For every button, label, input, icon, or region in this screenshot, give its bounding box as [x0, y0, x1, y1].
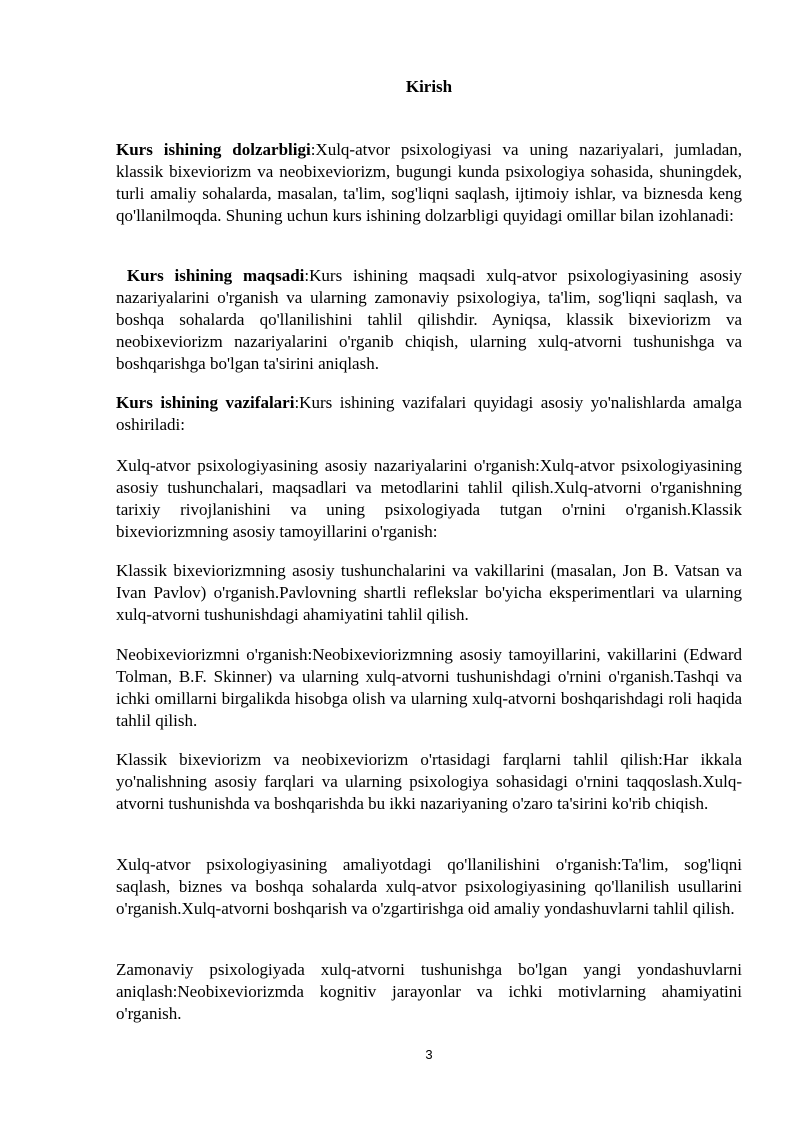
paragraph-task-classic: [116, 560, 742, 626]
paragraph-text: :Kurs ishining maqsadi xulq-atvor psixologiyasining asosiy nazariyalarini o'rganish va ularning zamonaviy psixologiya, ta'lim, sog'liqni saqlash, va boshqa sohalarda qo'llanilishini tahlil qilishdir. Ayniqsa, klassik bixeviorizm va neobixeviorizm nazariyalarini o'rganib chiqish, ularning xulq-atvorni tushunishga va boshqarishga bo'lgan ta'sirini aniqlash.: [116, 266, 743, 373]
paragraph-task-modern: [116, 959, 742, 1025]
paragraph-text: Xulq-atvor psixologiyasining amaliyotdagi qo'llanilishini o'rganish:Ta'lim, sog'liqni saqlash, biznes va boshqa sohalarda xulq-atvor psixologiyasining qo'llanilish usullarini o'rganish.Xulq-atvorni boshqarish va o'zgartirishga oid amaliy yondashuvlarni tahlil qilish.: [116, 855, 742, 918]
paragraph-tasks: [116, 392, 742, 436]
paragraph-relevance: [116, 139, 742, 227]
page-title: Kirish: [405, 77, 453, 96]
paragraph-text: Klassik bixeviorizmning asosiy tushunchalarini va vakillarini (masalan, Jon B. Vatsan va Ivan Pavlov) o'rganish.Pavlovning shartli reflekslar bo'yicha eksperimentlari va ularning xulq-atvorni tushunishdagi ahamiyatini tahlil qilish.: [116, 561, 742, 624]
paragraph-text: Neobixeviorizmni o'rganish:Neobixeviorizmning asosiy tamoyillarini, vakillarini (Edward Tolman, B.F. Skinner) va ularning xulq-atvorni tushunishdagi o'rnini o'rganish.Tashqi va ichki omillarni birgalikda hisobga olish va ularning xulq-atvorni boshqarishdagi roli haqida tahlil qilish.: [116, 645, 742, 730]
paragraph-goal: [116, 265, 742, 375]
paragraph-text: :Xulq-atvor psixologiyasi va uning nazariyalari, jumladan, klassik bixeviorizm va neobixeviorizm, bugungi kunda psixologiya sohasida, shuningdek, turli amaliy sohalarda, masalan, ta'lim, sog'liqni saqlash, ijtimoiy ishlar, va biznesda keng qo'llanilmoqda. Shuning uchun kurs ishining dolzarbligi quyidagi omillar bilan izohlanadi:: [116, 140, 742, 225]
paragraph-task-theories: [116, 455, 742, 543]
paragraph-lead: Kurs ishining vazifalari: [116, 393, 295, 412]
paragraph-text: Klassik bixeviorizm va neobixeviorizm o'rtasidagi farqlarni tahlil qilish:Har ikkala yo'nalishning asosiy farqlari va ularning psixologiya sohasidagi o'rnini taqqoslash.Xulq-atvorni tushunishda va boshqarishda bu ikki nazariyaning o'zaro ta'sirini ko'rib chiqish.: [116, 750, 742, 813]
paragraph-task-neo: [116, 644, 742, 732]
page-number: 3: [425, 1047, 433, 1062]
paragraph-lead: Kurs ishining maqsadi: [126, 266, 305, 285]
paragraph-lead: Kurs ishining dolzarbligi: [116, 140, 311, 159]
paragraph-task-practice: [116, 854, 742, 920]
paragraph-text: Xulq-atvor psixologiyasining asosiy nazariyalarini o'rganish:Xulq-atvor psixologiyasining asosiy tushunchalari, maqsadlari va metodlarini tahlil qilish.Xulq-atvorni o'rganishning tarixiy rivojlanishini va uning psixologiyada tutgan o'rnini o'rganish.Klassik bixeviorizmning asosiy tamoyillarini o'rganish:: [116, 456, 742, 541]
paragraph-task-compare: [116, 749, 742, 815]
paragraph-text: Zamonaviy psixologiyada xulq-atvorni tushunishga bo'lgan yangi yondashuvlarni aniqlash:Neobixeviorizmda kognitiv jarayonlar va ichki motivlarning ahamiyatini o'rganish.: [116, 960, 742, 1023]
paragraph-text: :Kurs ishining vazifalari quyidagi asosiy yo'nalishlarda amalga oshiriladi:: [116, 393, 742, 434]
